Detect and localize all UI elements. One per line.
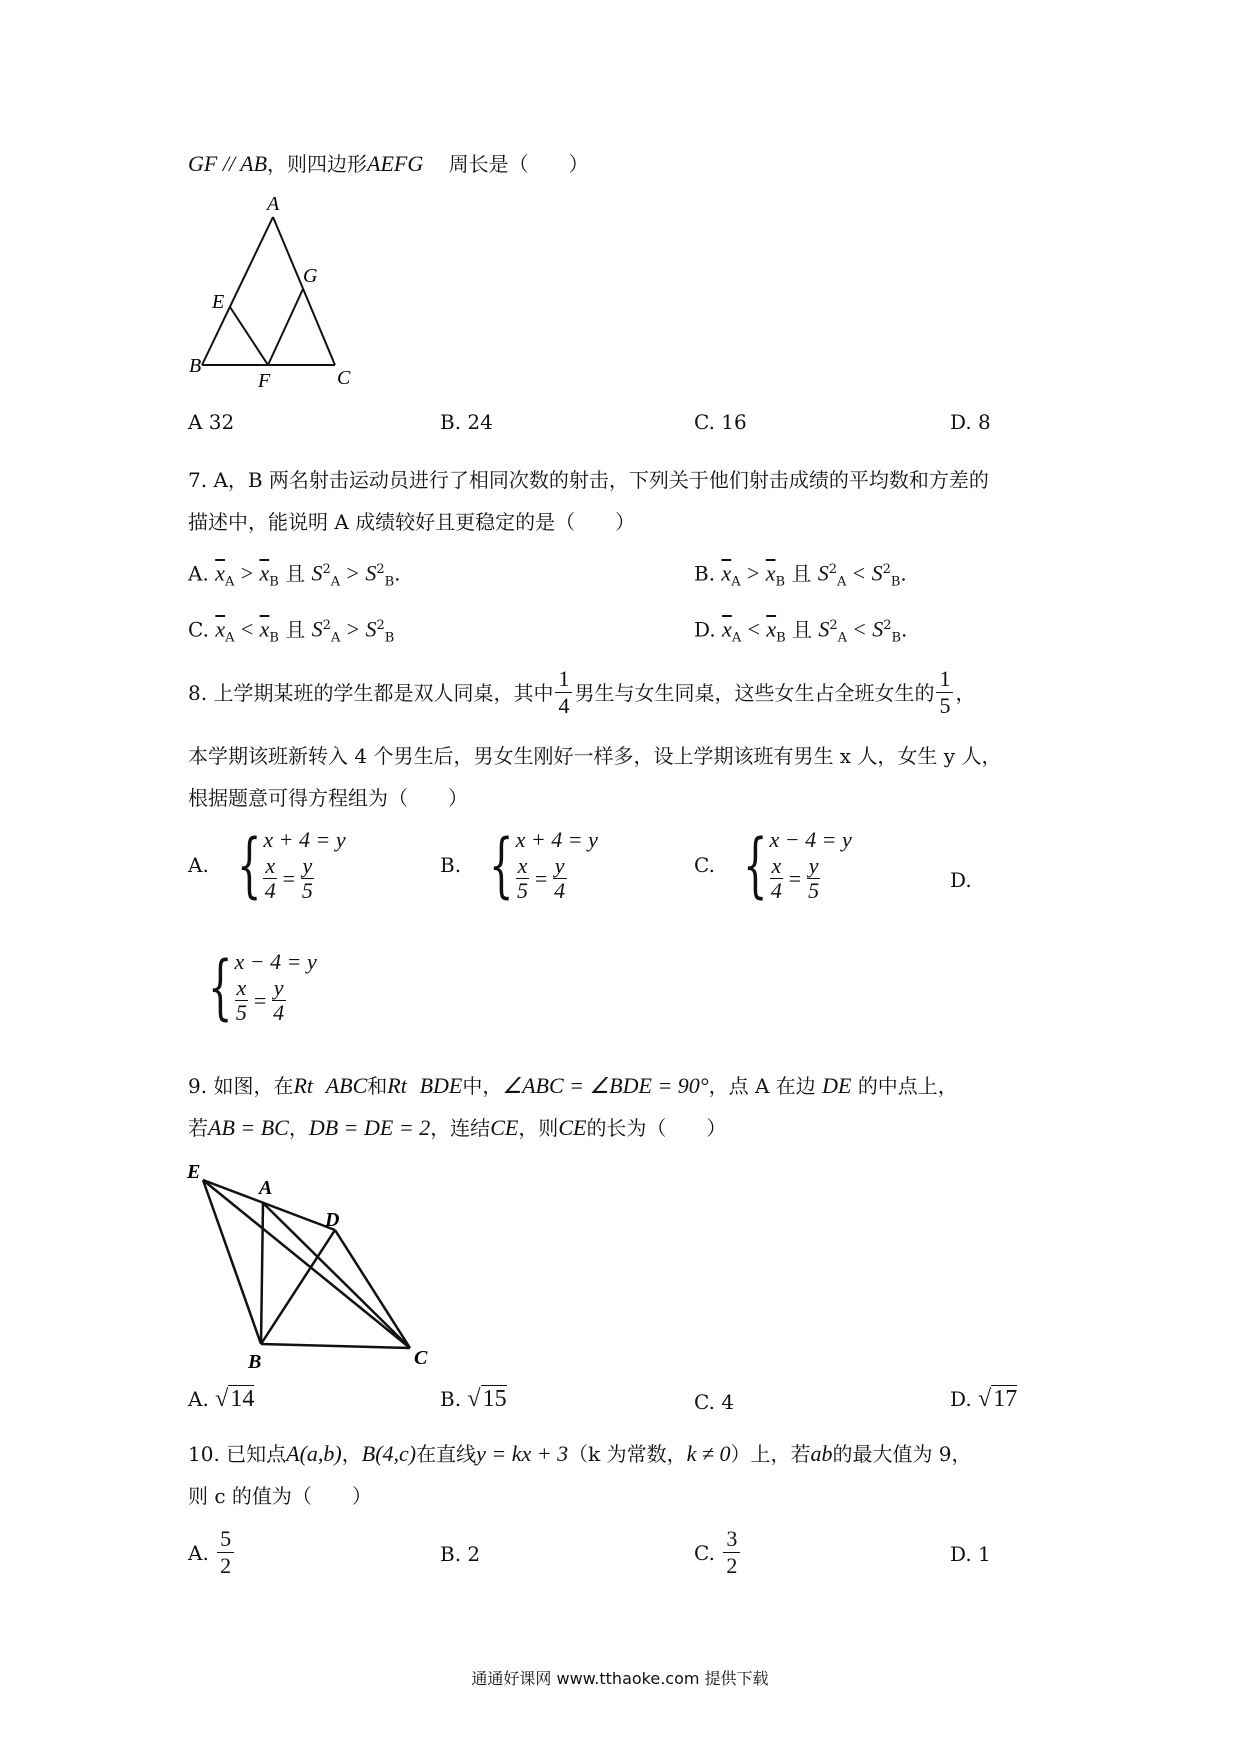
q7-line-1: 7. A，B 两名射击运动员进行了相同次数的射击，下列关于他们射击成绩的平均数和方差的 [188,468,989,492]
q10-option-a: A. $\frac{5}{2}$ [188,1526,236,1579]
q6-stem-text: ，则四边形 [267,152,368,176]
q9-option-a: A. √14 [188,1386,255,1412]
q6-option-a: A 32 [188,410,235,434]
q6-math-aefg: AEFG [367,151,424,176]
fraction-one-fifth: $\frac{1}{5}$ [936,666,953,719]
q9-line-2: 若AB = BC，DB = DE = 2，连结CE，则CE的长为（ ） [188,1115,727,1140]
q9-option-b: B. √15 [440,1386,507,1412]
q8-line-3: 根据题意可得方程组为（ ） [188,786,468,810]
q8-line-1: 8. 上学期某班的学生都是双人同桌，其中 $\frac{1}{4}$ 男生与女生同桌，这些女生占全班女生的 $\frac{1}{5}$ ， [188,666,976,718]
q6-option-b: B. 24 [440,410,493,434]
q10-option-b: B. 2 [440,1542,481,1566]
q10-line-1: 10. 已知点A(a,b)，B(4,c)在直线y = kx + 3（k 为常数，k ≠ 0）上，若ab的最大值为 9， [188,1441,972,1466]
q10-line-2: 则 c 的值为（ ） [188,1484,372,1508]
q6-math-gf-ab: GF // AB [188,151,268,176]
label-d: D [325,1209,340,1231]
label-a: A [259,1177,273,1199]
q7-option-c: C. $\overline{x}_A < \overline{x}_B$ 且 $S^2_A > S^2_B$ [188,616,395,646]
q6-option-d: D. 8 [950,410,991,434]
q6-stem [188,150,589,178]
q6-figure [185,190,365,390]
q8-line-2: 本学期该班新转入 4 个男生后，男女生刚好一样多，设上学期该班有男生 x 人，女生 y 人， [188,744,1002,768]
fraction-one-quarter: $\frac{1}{4}$ [555,666,572,719]
q7-option-a: A. $\overline{x}_A > \overline{x}_B$ 且 $S^2_A > S^2_B$. [188,560,401,590]
brace-icon: { [489,823,514,906]
edge-ab [261,1203,263,1344]
page-footer: 通通好课网 www.tthaoke.com 提供下载 [471,1669,769,1688]
q7-line-2: 描述中，能说明 A 成绩较好且更稳定的是（ ） [188,510,636,534]
sqrt-icon: √ [215,1386,229,1412]
label-a: A [267,193,280,215]
q9-option-c: C. 4 [694,1390,735,1414]
q7-option-b: B. $\overline{x}_A > \overline{x}_B$ 且 $S^2_A < S^2_B$. [694,560,907,590]
label-e: E [212,291,225,313]
label-b: B [189,355,202,377]
q9-line-1: 9. 如图，在Rt ABC和Rt BDE中，∠ABC = ∠BDE = 90°，点 A 在边 DE 的中点上， [188,1073,958,1098]
label-c: C [337,367,351,389]
q8-option-d-label: D. [950,868,972,892]
brace-icon: { [208,945,233,1028]
edge-dc [335,1230,410,1348]
q10-option-c: C. $\frac{3}{2}$ [694,1526,742,1579]
edge-ac [273,217,335,365]
q8-option-b: B. { x + 4 = y $\frac{x}{5}$ = $\frac{y}{4}$ [440,823,598,906]
label-e: E [187,1161,201,1183]
edge-ec [203,1180,410,1348]
edge-gf [268,289,303,365]
brace-icon: { [742,823,768,906]
label-f: F [258,370,271,390]
q8-option-d: { x − 4 = y $\frac{x}{5}$ = $\frac{y}{4}$ [208,945,317,1028]
edge-db [261,1230,335,1344]
edge-ef [230,307,268,365]
q8-option-c: C. { x − 4 = y $\frac{x}{4}$ = $\frac{y}{5}$ [694,823,852,906]
q6-option-c: C. 16 [694,410,747,434]
q7-option-d: D. $\overline{x}_A < \overline{x}_B$ 且 $S^2_A < S^2_B$. [694,616,908,646]
label-c: C [414,1347,428,1368]
q10-option-d: D. 1 [950,1542,991,1566]
edge-bc [261,1344,410,1348]
q9-option-d: D. √17 [950,1386,1018,1412]
q8-option-a: A. { x + 4 = y $\frac{x}{4}$ = $\frac{y}{5}$ [188,823,346,906]
sqrt-icon: √ [978,1386,992,1412]
label-g: G [303,265,318,287]
brace-icon: { [236,823,262,906]
q9-figure [185,1158,445,1368]
q6-stem-end: 周长是（ ） [448,152,589,176]
sqrt-icon: √ [467,1386,481,1412]
label-b: B [248,1351,262,1368]
